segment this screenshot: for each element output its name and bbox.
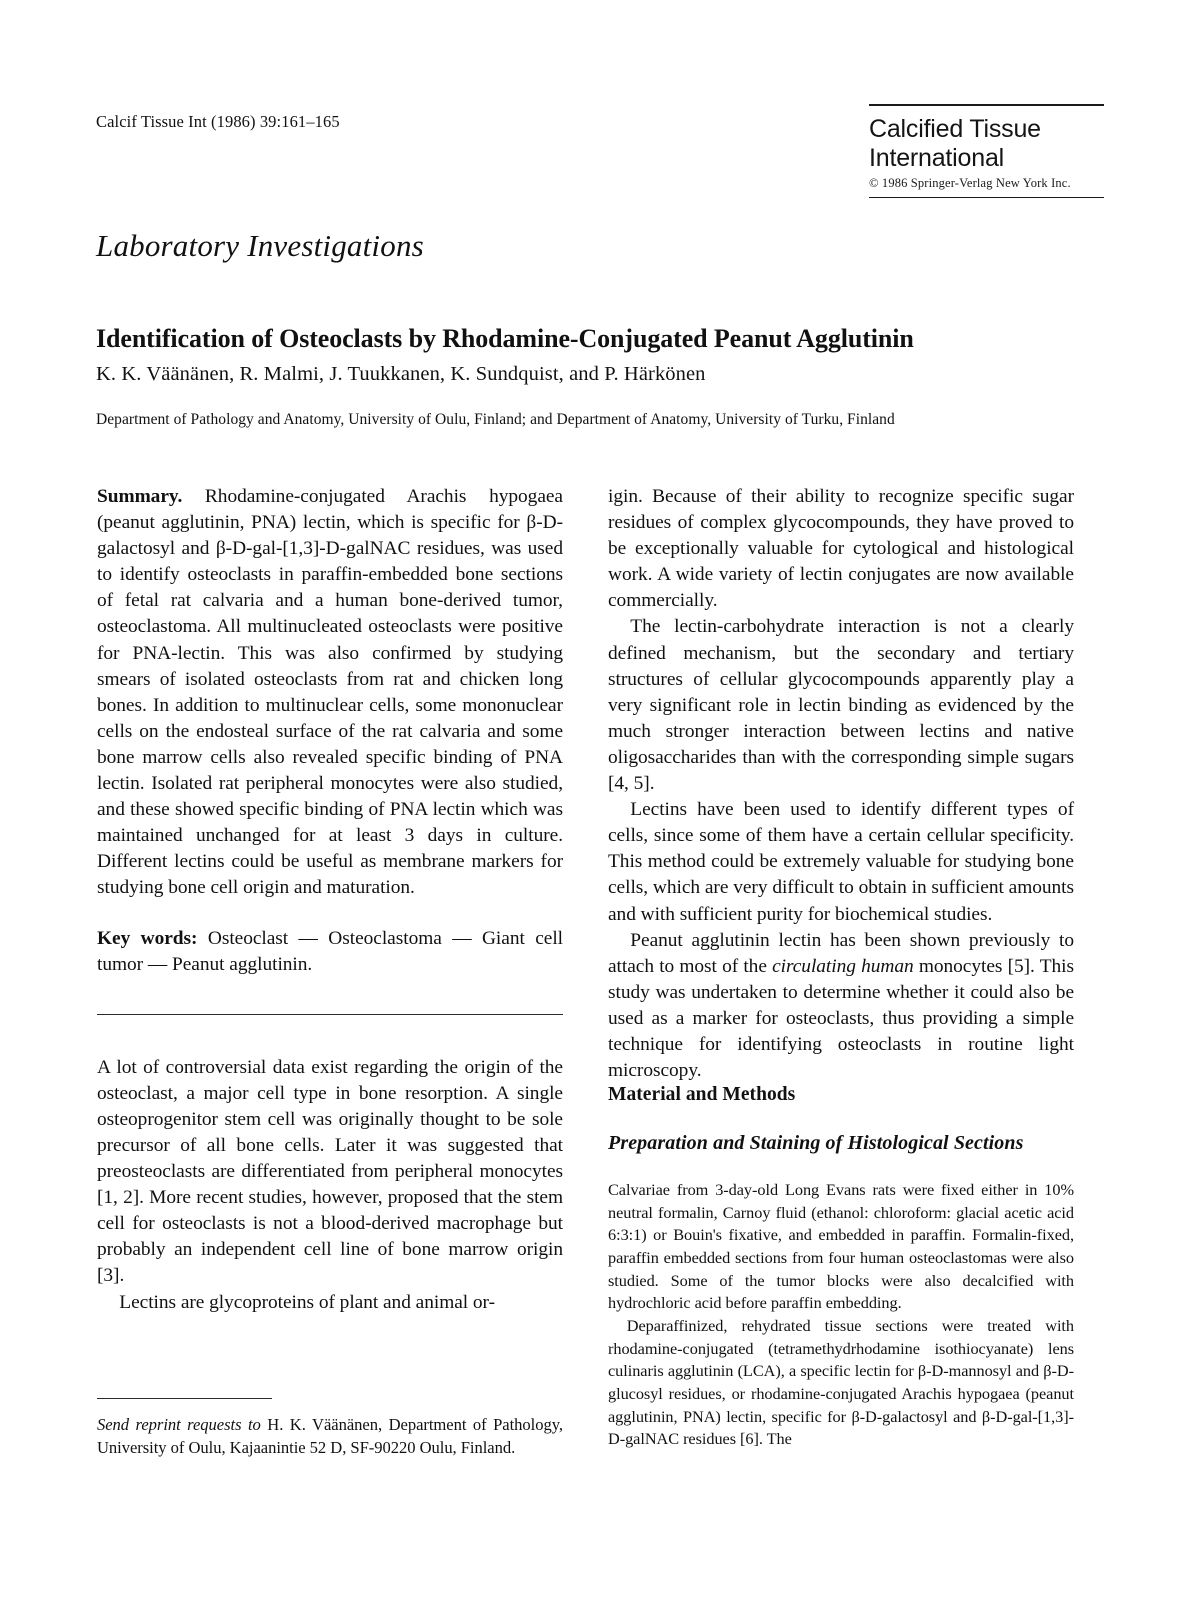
journal-title-line2: International: [869, 144, 1004, 172]
footnote-rule: [97, 1398, 272, 1399]
intro-paragraph-5-emphasis: circulating human: [772, 955, 914, 977]
author-list: K. K. Väänänen, R. Malmi, J. Tuukkanen, K. Sundquist, and P. Härkönen: [96, 363, 706, 385]
journal-copyright: © 1986 Springer-Verlag New York Inc.: [869, 176, 1071, 190]
page-title: Identification of Osteoclasts by Rhodamine-Conjugated Peanut Agglutinin: [96, 324, 914, 354]
section-kicker: Laboratory Investigations: [96, 228, 424, 263]
abstract-paragraph: [97, 484, 563, 902]
keywords-label: Key words:: [97, 927, 198, 949]
subheading-preparation-and-staining: Preparation and Staining of Histological Sections: [608, 1132, 1024, 1155]
heading-material-and-methods: Material and Methods: [608, 1084, 796, 1106]
journal-masthead: [869, 104, 1104, 198]
intro-paragraph-3: The lectin-carbohydrate interaction is not a clearly defined mechanism, but the secondary and tertiary structures of cellular glycocompounds apparently play a very significant role in lectin binding as evidenced by the much stronger interaction between lectins and native oligosaccharides than with the corresponding simple sugars [4, 5].: [608, 616, 1074, 795]
abstract-label: Summary.: [97, 486, 183, 507]
reprint-request-address: H. K. Väänänen, Department of Pathology, University of Oulu, Kajaanintie 52 D, SF-90220 Oulu, Finland.: [97, 1415, 563, 1458]
intro-paragraph-2: Lectins are glycoproteins of plant and animal or-: [119, 1291, 495, 1313]
intro-paragraph-5-part2: monocytes [5]. This study was undertaken to determine whether it could also be used as a marker for osteoclasts, thus providing a simple technique for identifying osteoclasts in routine light microscopy.: [608, 955, 1074, 1082]
right-column: [608, 484, 1074, 1451]
reprint-request-note: [97, 1413, 563, 1459]
masthead-bottom-rule: [869, 197, 1104, 198]
reprint-request-label: Send reprint requests to: [97, 1415, 261, 1434]
methods-paragraph-1: Calvariae from 3-day-old Long Evans rats were fixed either in 10% neutral formalin, Carnoy fluid (ethanol: chloroform: glacial acetic acid 6:3:1) or Bouin's fixative, and embedded in paraffin. Formalin-fixed, paraffin embedded sections from four human osteoclastomas were also studied. Some of the tumor blocks were also decalcified with hydrochloric acid before paraffin embedding.: [608, 1180, 1074, 1313]
journal-title: [869, 106, 1104, 173]
spacer: [97, 1015, 563, 1055]
keywords-body: Osteoclast — Osteoclastoma — Giant cell tumor — Peanut agglutinin.: [97, 927, 564, 975]
page-header: [96, 104, 1104, 214]
intro-paragraph-4: Lectins have been used to identify different types of cells, since some of them have a certain cellular specificity. This method could be extremely valuable for studying bone cells, which are very difficult to obtain in sufficient amounts and with sufficient purity for biochemical studies.: [608, 799, 1074, 925]
intro-paragraph-1: A lot of controversial data exist regarding the origin of the osteoclast, a major cell type in bone resorption. A single osteoprogenitor stem cell was originally thought to be sole precursor of all bone cells. Later it was suggested that preosteoclasts are differentiated from peripheral monocytes [1, 2]. More recent studies, however, proposed that the stem cell for osteoclasts is not a blood-derived macrophage but probably an independent cell line of bone marrow origin [3].: [97, 1056, 563, 1287]
abstract-body: Rhodamine-conjugated Arachis hypogaea (peanut agglutinin, PNA) lectin, which is specific for β-D-galactosyl and β-D-gal-[1,3]-D-galNAC residues, was used to identify osteoclasts in paraffin-embedded bone sections of fetal rat calvaria and a human bone-derived tumor, osteoclastoma. All multinucleated osteoclasts were positive for PNA-lectin. This was also confirmed by studying smears of isolated osteoclasts from rat and chicken long bones. In addition to multinuclear cells, some mononuclear cells on the endosteal surface of the rat calvaria and some bone marrow cells also revealed specific binding of PNA lectin. Isolated rat peripheral monocytes were also studied, and these showed specific binding of PNA lectin which was maintained unchanged for at least 3 days in culture. Different lectins could be useful as membrane markers for studying bone cell origin and maturation.: [97, 486, 563, 899]
journal-title-line1: Calcified Tissue: [869, 115, 1041, 143]
left-column: [97, 484, 563, 1316]
running-head-citation: Calcif Tissue Int (1986) 39:161–165: [96, 112, 340, 131]
intro-paragraph-5-part1: Peanut agglutinin lectin has been shown previously to attach to most of the: [608, 929, 1074, 977]
intro-paragraph-5: [608, 928, 1074, 1085]
affiliation-line: Department of Pathology and Anatomy, University of Oulu, Finland; and Department of Anatomy, University of Turku, Finland: [96, 411, 895, 428]
keywords-paragraph: [97, 926, 563, 978]
footnote-block: [97, 1398, 563, 1459]
methods-paragraph-2: Deparaffinized, rehydrated tissue sections were treated with rhodamine-conjugated (tetramethydrhodamine isothiocyanate) lens culinaris agglutinin (LCA), a specific lectin for β-D-mannosyl and β-D-glucosyl residues, or rhodamine-conjugated Arachis hypogaea (peanut agglutinin, PNA) lectin, specific for β-D-galactosyl and β-D-gal-[1,3]-D-galNAC residues [6]. The: [608, 1316, 1074, 1449]
intro-paragraph-2-continued: igin. Because of their ability to recognize specific sugar residues of complex glycocompounds, they have proved to be exceptionally valuable for cytological and histological work. A wide variety of lectin conjugates are now available commercially.: [608, 486, 1074, 612]
